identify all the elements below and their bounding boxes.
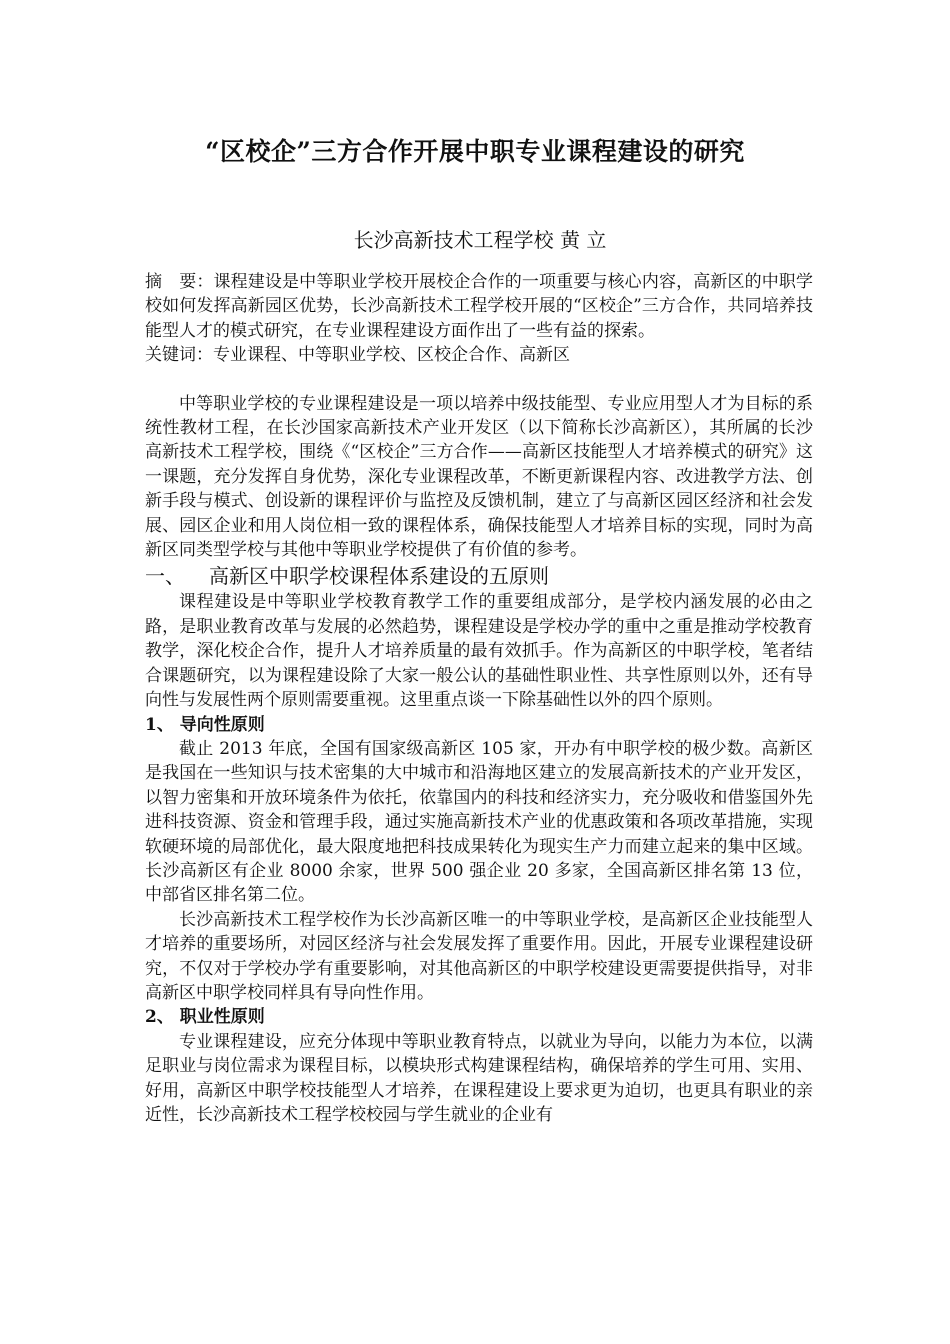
abstract: 摘 要：课程建设是中等职业学校开展校企合作的一项重要与核心内容，高新区的中职学校如何发挥高新园区优势，长沙高新技术工程学校开展的“区校企”三方合作，共同培养技能型人才的模式研究，在专业课程建设方面作出了一些有益的探索。 — [145, 272, 813, 341]
subsection-1-paragraph-1: 截止 2013 年底，全国有国家级高新区 105 家，开办有中职学校的极少数。高新区是我国在一些知识与技术密集的大中城市和沿海地区建立的发展高新技术的产业开发区，以智力密集和开放环境条件为依托，依靠国内的科技和经济实力，充分吸收和借鉴国外先进科技资源、资金和管理手段，通过实施高新技术产业的优惠政策和各项改革措施，实现软硬环境的局部优化，最大限度地把科技成果转化为现实生产力而建立起来的集中区域。长沙高新区有企业 8000 余家，世界 500 强企业 20 多家，全国高新区排名第 13 位，中部省区排名第二位。 — [145, 738, 813, 906]
document-body — [145, 270, 813, 1127]
keywords: 关键词：专业课程、中等职业学校、区校企合作、高新区 — [145, 345, 570, 366]
document-title: “区校企”三方合作开展中职专业课程建设的研究 — [205, 137, 745, 166]
document-author: 长沙高新技术工程学校 黄 立 — [353, 228, 607, 252]
section-title: 高新区中职学校课程体系建设的五原则 — [209, 564, 549, 589]
section-1-paragraph: 课程建设是中等职业学校教育教学工作的重要组成部分，是学校内涵发展的必由之路，是职业教育改革与发展的必然趋势，课程建设是学校办学的重中之重是推动学校教育教学，深化校企合作，提升人才培养质量的最有效抓手。作为高新区的中职学校，笔者结合课题研究，以为课程建设除了大家一般公认的基础性职业性、共享性原则以外，还有导向性与发展性两个原则需要重视。这里重点谈一下除基础性以外的四个原则。 — [145, 592, 813, 711]
subsection-heading-1: 1、 导向性原则 — [145, 714, 265, 735]
subsection-2-paragraph-1: 专业课程建设，应充分体现中等职业教育特点，以就业为导向，以能力为本位，以满足职业与岗位需求为课程目标，以模块形式构建课程结构，确保培养的学生可用、实用、好用，高新区中职学校技能型人才培养，在课程建设上要求更为迫切，也更具有职业的亲近性，长沙高新技术工程学校校园与学生就业的企业有 — [145, 1031, 813, 1125]
section-heading-1 — [145, 562, 813, 590]
spacer — [145, 368, 813, 392]
subsection-1-paragraph-2: 长沙高新技术工程学校作为长沙高新区唯一的中等职业学校，是高新区企业技能型人才培养的重要场所，对园区经济与社会发展发挥了重要作用。因此，开展专业课程建设研究，不仅对于学校办学有重要影响，对其他高新区的中职学校建设更需要提供指导，对非高新区中职学校同样具有导向性作用。 — [145, 909, 813, 1003]
subsection-heading-2: 2、 职业性原则 — [145, 1007, 265, 1028]
section-number: 一、 — [145, 564, 185, 589]
intro-paragraph: 中等职业学校的专业课程建设是一项以培养中级技能型、专业应用型人才为目标的系统性教材工程，在长沙国家高新技术产业开发区（以下简称长沙高新区），其所属的长沙高新技术工程学校，围绕《“区校企”三方合作——高新区技能型人才培养模式的研究》这一课题，充分发挥自身优势，深化专业课程改革，不断更新课程内容、改进教学方法、创新手段与模式、创设新的课程评价与监控及反馈机制，建立了与高新区园区经济和社会发展、园区企业和用人岗位相一致的课程体系，确保技能型人才培养目标的实现，同时为高新区同类型学校与其他中等职业学校提供了有价值的参考。 — [145, 393, 813, 561]
